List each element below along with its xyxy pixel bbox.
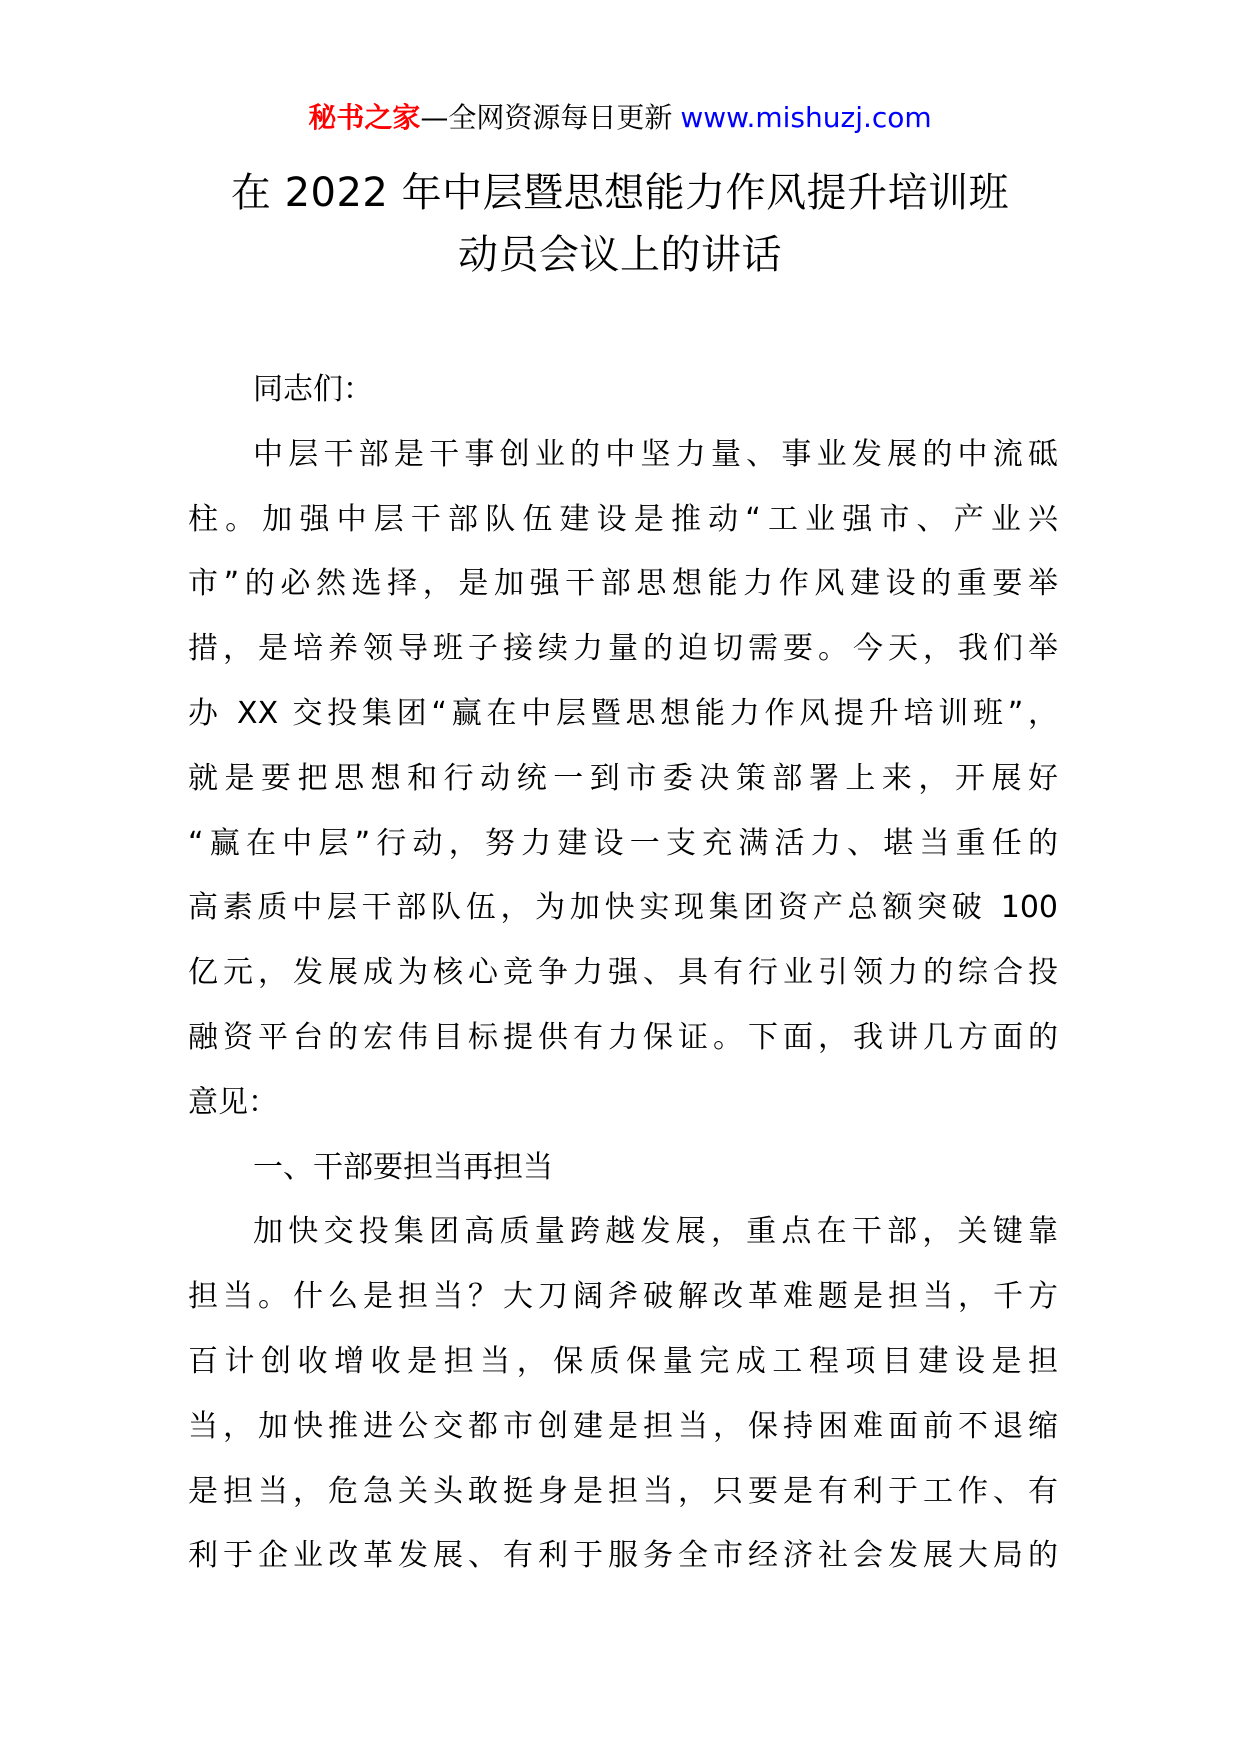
body-line: 就是要把思想和行动统一到市委决策部署上来，开展好 <box>188 760 1058 796</box>
body-line: “赢在中层”行动，努力建设一支充满活力、堪当重任的 <box>188 825 1058 861</box>
document-body <box>188 358 1058 1589</box>
body-line: 中层干部是干事创业的中坚力量、事业发展的中流砥 <box>253 436 1058 472</box>
body-line: 市”的必然选择，是加强干部思想能力作风建设的重要举 <box>188 566 1058 602</box>
body-line: 亿元，发展成为核心竞争力强、具有行业引领力的综合投 <box>188 955 1058 991</box>
body-line: 百计创收增收是担当，保质保量完成工程项目建设是担 <box>188 1343 1058 1379</box>
title-line: 在 2022 年中层暨思想能力作风提升培训班 <box>230 170 1010 216</box>
salutation: 同志们： <box>253 372 373 407</box>
body-line: 加快交投集团高质量跨越发展，重点在干部，关键靠 <box>253 1214 1058 1250</box>
site-url-link[interactable]: www.mishuzj.com <box>680 101 932 134</box>
body-line: 利于企业改革发展、有利于服务全市经济社会发展大局的 <box>188 1538 1058 1574</box>
body-line: 措，是培养领导班子接续力量的迫切需要。今天，我们举 <box>188 631 1058 667</box>
section-heading: 一、干部要担当再担当 <box>253 1149 553 1185</box>
body-line: 意见： <box>188 1084 278 1120</box>
body-line: 是担当，危急关头敢挺身是担当，只要是有利于工作、有 <box>188 1473 1058 1509</box>
title-line: 动员会议上的讲话 <box>458 232 782 278</box>
site-brand: 秘书之家 <box>308 101 421 134</box>
site-tagline: —全网资源每日更新 <box>420 101 673 134</box>
document-title <box>0 162 1240 286</box>
site-header <box>0 98 1240 138</box>
body-line: 办 XX 交投集团“赢在中层暨思想能力作风提升培训班”， <box>188 695 1058 731</box>
body-line: 当，加快推进公交都市创建是担当，保持困难面前不退缩 <box>188 1408 1058 1444</box>
body-line: 融资平台的宏伟目标提供有力保证。下面，我讲几方面的 <box>188 1019 1058 1055</box>
body-line: 担当。什么是担当？大刀阔斧破解改革难题是担当，千方 <box>188 1279 1058 1315</box>
body-line: 高素质中层干部队伍，为加快实现集团资产总额突破 100 <box>188 890 1058 926</box>
body-line: 柱。加强中层干部队伍建设是推动“工业强市、产业兴 <box>188 501 1058 537</box>
